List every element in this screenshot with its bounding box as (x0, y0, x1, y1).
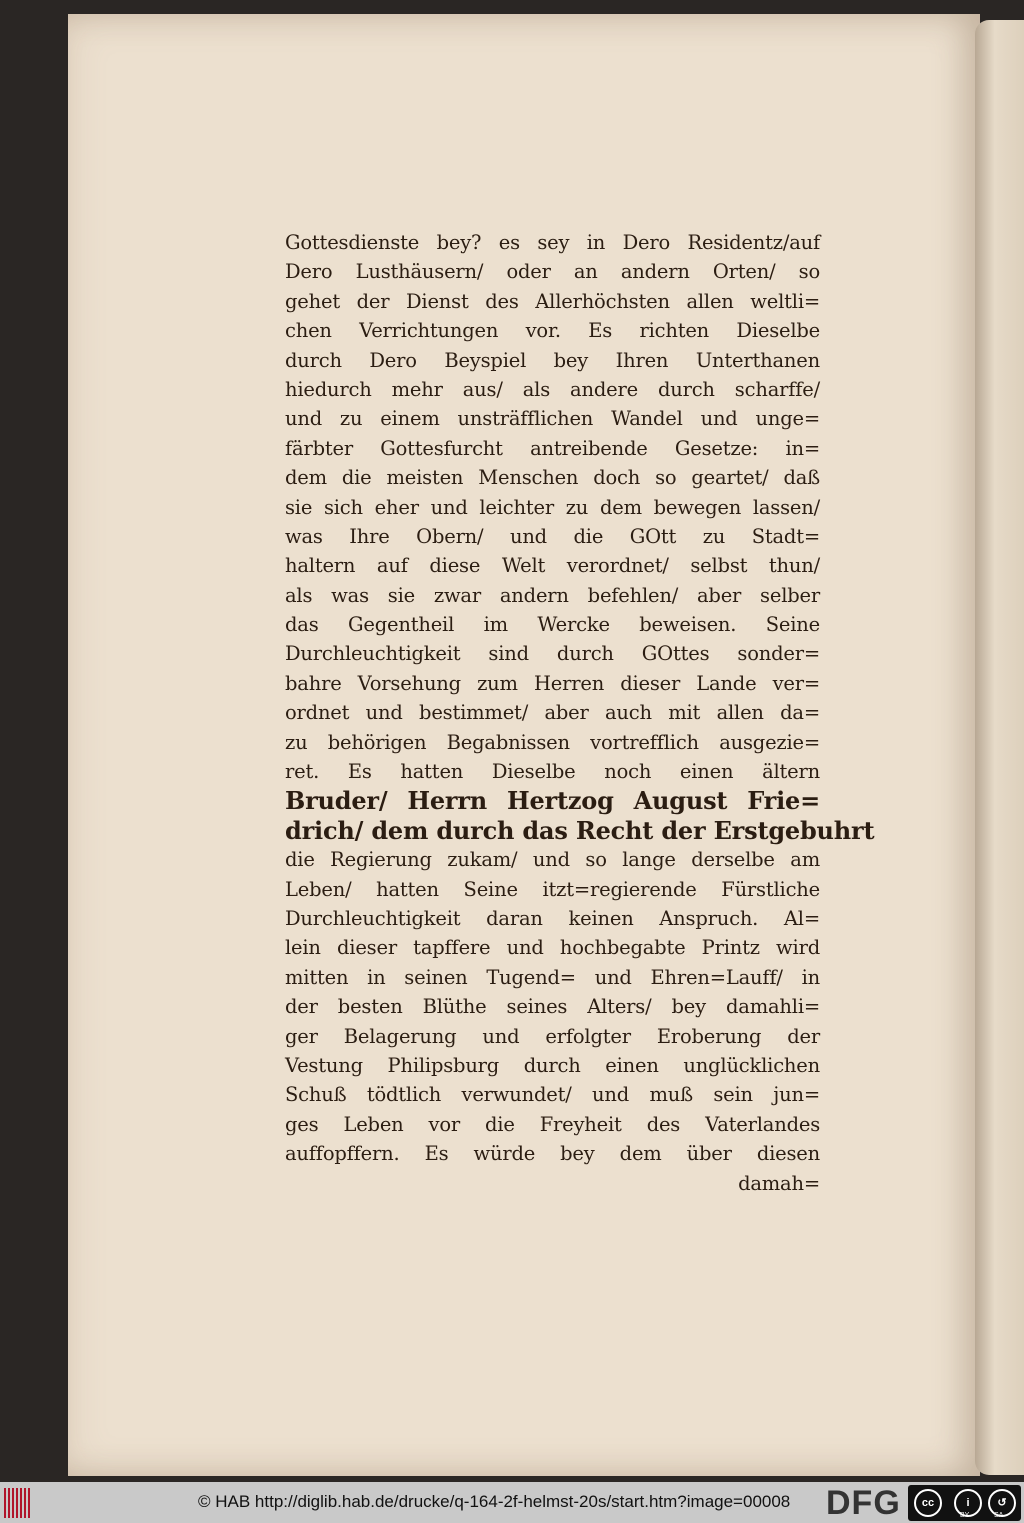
text-line: Dero Lusthäusern/ oder an andern Orten/ so (285, 260, 820, 284)
text-line: dem die meisten Menschen doch so geartet/ daß (285, 466, 820, 490)
text-line: die Regierung zukam/ und so lange derselbe am (285, 848, 820, 872)
text-line: Gottesdienste bey? es sey in Dero Residentz/auf (285, 231, 820, 254)
cc-icon: cc (914, 1489, 942, 1517)
text-line: ret. Es hatten Dieselbe noch einen ältern (285, 760, 820, 784)
sa-icon: ↺ (988, 1489, 1016, 1517)
text-line: durch Dero Beyspiel bey Ihren Unterthanen (285, 348, 820, 372)
page-text (285, 228, 875, 1198)
catchword: damah= (738, 1171, 820, 1195)
text-line: Schuß tödtlich verwundet/ und muß sein jun= (285, 1083, 820, 1107)
text-line: Vestung Philipsburg durch einen unglücklichen (285, 1053, 820, 1077)
text-line: hiedurch mehr aus/ als andere durch scharffe/ (285, 377, 820, 401)
text-line: der besten Blüthe seines Alters/ bey damahli= (285, 995, 820, 1019)
footer-bar (0, 1482, 1024, 1523)
text-line: gehet der Dienst des Allerhöchsten allen weltli= (285, 289, 820, 313)
by-icon: i (954, 1489, 982, 1517)
source-link[interactable]: © HAB http://diglib.hab.de/drucke/q-164-2f-helmst-20s/start.htm?image=00008 (198, 1492, 791, 1511)
text-line: ordnet und bestimmet/ aber auch mit allen da= (285, 701, 820, 725)
text-line: Leben/ hatten Seine itzt=regierende Fürstliche (285, 877, 820, 901)
text-line: bahre Vorsehung zum Herren dieser Lande ver= (285, 671, 820, 695)
text-line: mitten in seinen Tugend= und Ehren=Lauff/ in (285, 965, 820, 989)
text-line: Bruder/ Herrn Hertzog August Frie= (285, 786, 820, 816)
text-line: haltern auf diese Welt verordnet/ selbst thun/ (285, 554, 820, 578)
text-line: ges Leben vor die Freyheit des Vaterlandes (285, 1112, 820, 1136)
cc-license-badge[interactable] (908, 1485, 1021, 1521)
text-line: zu behörigen Begabnissen vortrefflich ausgezie= (285, 730, 820, 754)
text-line: chen Verrichtungen vor. Es richten Dieselbe (285, 319, 820, 343)
text-line: sie sich eher und leichter zu dem bewegen lassen/ (285, 495, 820, 519)
sa-label: SA (994, 1512, 1004, 1519)
dfg-logo: DFG (826, 1484, 901, 1522)
by-label: BY (960, 1512, 970, 1519)
hab-logo-icon (4, 1488, 30, 1518)
text-line: auffopffern. Es würde bey dem über diesen (285, 1142, 820, 1166)
next-page-edge (975, 20, 1024, 1475)
text-line: lein dieser tapffere und hochbegabte Printz wird (285, 936, 820, 960)
text-line: Durchleuchtigkeit daran keinen Anspruch. Al= (285, 906, 820, 930)
text-line: das Gegentheil im Wercke beweisen. Seine (285, 613, 820, 637)
text-line: als was sie zwar andern befehlen/ aber selber (285, 583, 820, 607)
text-line: Durchleuchtigkeit sind durch GOttes sonder= (285, 642, 820, 666)
text-line: was Ihre Obern/ und die GOtt zu Stadt= (285, 524, 820, 548)
text-line: ger Belagerung und erfolgter Eroberung der (285, 1024, 820, 1048)
text-line: färbter Gottesfurcht antreibende Gesetze: in= (285, 436, 820, 460)
text-line: und zu einem unsträfflichen Wandel und unge= (285, 407, 820, 431)
text-line: drich/ dem durch das Recht der Erstgebuhrt (285, 815, 875, 845)
